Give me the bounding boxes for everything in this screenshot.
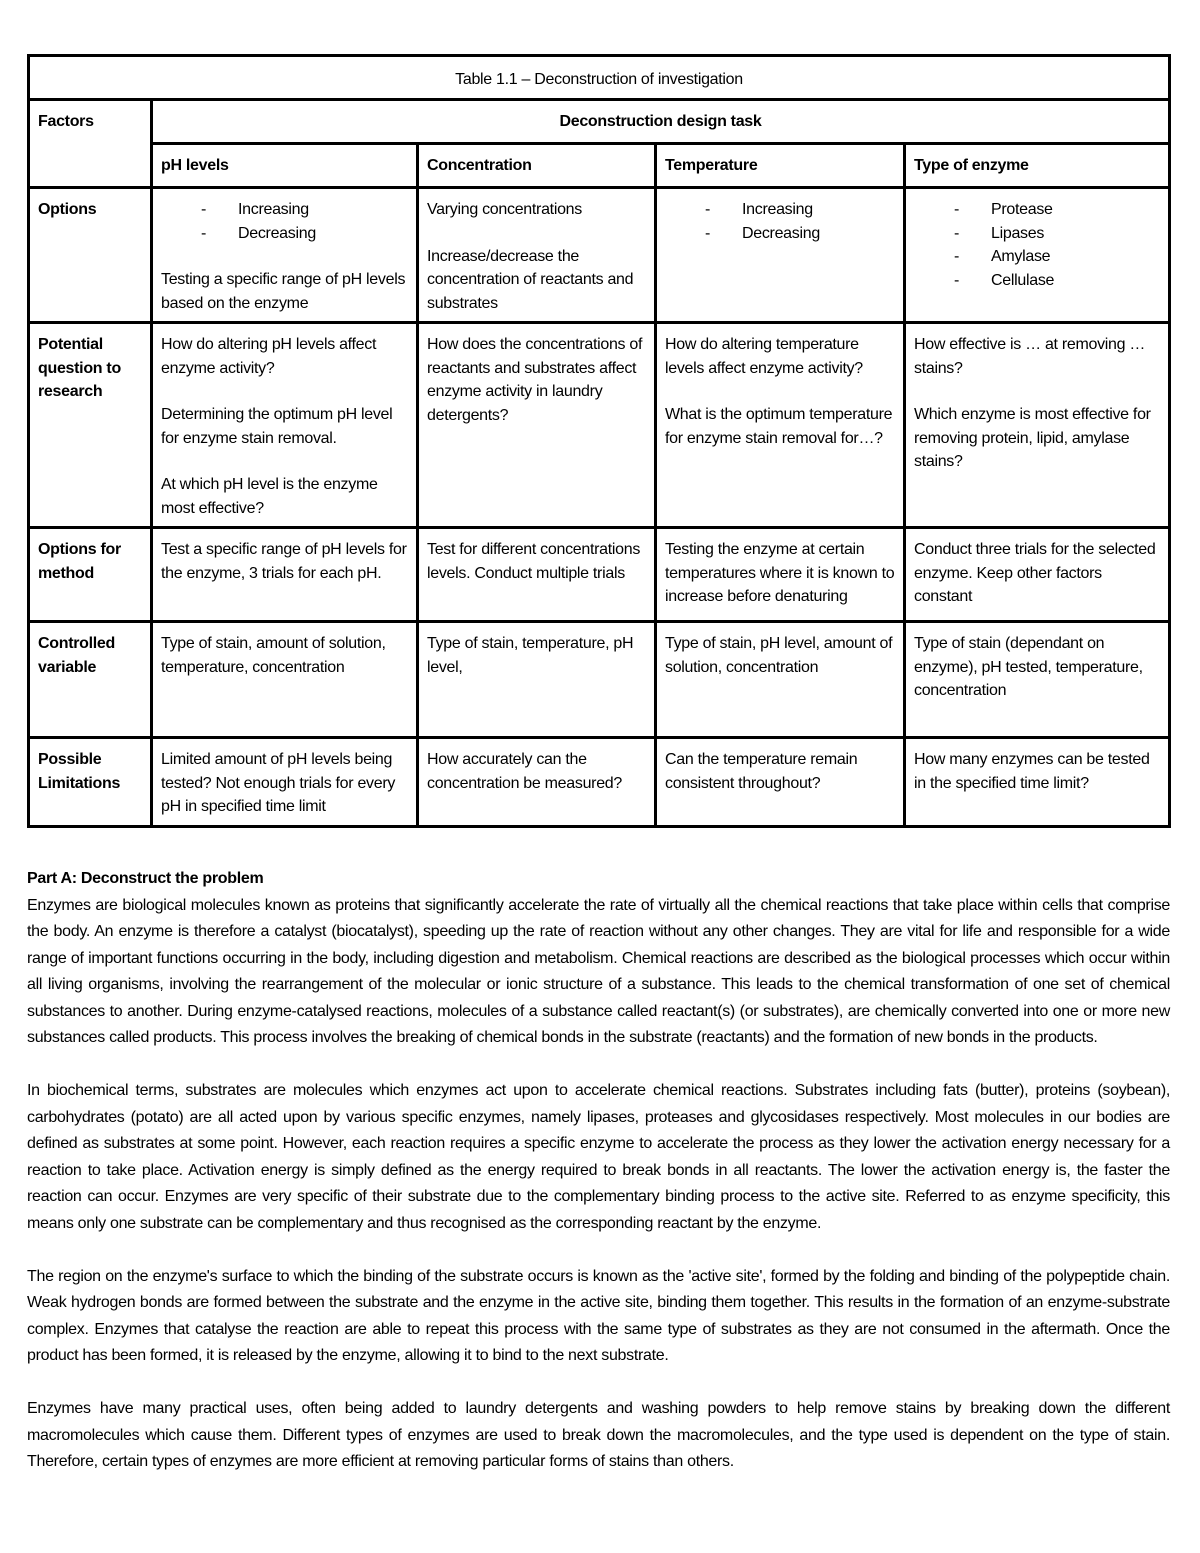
cell-method-temperature: Testing the enzyme at certain temperatures where it is known to increase before denaturing	[656, 528, 905, 622]
list-item: - Increasing	[665, 198, 895, 222]
row-header-question: Potential question to research	[29, 323, 152, 528]
part-a-section	[27, 866, 1170, 1502]
paragraph: Enzymes have many practical uses, often being added to laundry detergents and washing powders to help remove stains by breaking down the different macromolecules which cause them. Different types of enzymes are used to break down the macromolecules, and the type used is dependent on the type of stain. Therefore, certain types of enzymes are more efficient at removing particular forms of stains than others.	[27, 1400, 1170, 1470]
design-task-header: Deconstruction design task	[152, 100, 1170, 144]
cell-text: How do altering pH levels affect enzyme activity?	[161, 336, 377, 377]
cell-text: How effective is … at removing … stains?	[914, 336, 1146, 377]
cell-controlled-concentration: Type of stain, temperature, pH level,	[418, 622, 656, 738]
list-item: - Amylase	[914, 245, 1160, 269]
factors-header: Factors	[29, 100, 152, 188]
paragraph: In biochemical terms, substrates are molecules which enzymes act upon to accelerate chemical reactions. Substrates including fats (butter), proteins (soybean), carbohydrates (potato) are all acted upon by various specific enzymes, namely lipases, proteases and glycosidases respectively. Most molecules in our bodies are defined as substrates at some point. However, each reaction requires a specific enzyme to accelerate the process as they lower the activation energy necessary for a reaction to take place. Activation energy is simply defined as the energy required to break bonds in all reactants. The lower the activation energy is, the faster the reaction can occur. Enzymes are very specific of their substrate due to the complementary binding process to the active site. Referred to as enzyme specificity, this means only one substrate can be complementary and thus recognised as the corresponding reactant by the enzyme.	[27, 1082, 1170, 1232]
column-header-enzyme-type: Type of enzyme	[905, 144, 1170, 188]
cell-text: Increase/decrease the concentration of reactants and substrates	[427, 247, 634, 312]
ph-options-list	[161, 198, 408, 245]
list-item: - Lipases	[914, 222, 1160, 246]
cell-text: Determining the optimum pH level for enzyme stain removal.	[161, 406, 393, 447]
cell-method-enzyme: Conduct three trials for the selected enzyme. Keep other factors constant	[905, 528, 1170, 622]
column-header-ph: pH levels	[152, 144, 418, 188]
paragraph: Enzymes are biological molecules known as proteins that significantly accelerate the rate of virtually all the chemical reactions that take place within cells that comprise the body. An enzyme is therefore a catalyst (biocatalyst), speeding up the rate of reaction without any other changes. They are vital for life and responsible for a wide range of important functions occurring in the body, including digestion and metabolism. Chemical reactions are described as the biological processes which occur within all living organisms, involving the rearrangement of the molecular or ionic structure of a substance. This leads to the chemical transformation of one set of chemical substances to another. During enzyme-catalysed reactions, molecules of a substance called reactant(s) (or substrates), are chemically converted into one or more new substances called products. This process involves the breaking of chemical bonds in the substrate (reactants) and the formation of new bonds in the products.	[27, 896, 1170, 1046]
cell-question-temperature	[656, 323, 905, 528]
deconstruction-table	[27, 54, 1171, 828]
temperature-options-list	[665, 198, 895, 245]
cell-controlled-enzyme: Type of stain (dependant on enzyme), pH tested, temperature, concentration	[905, 622, 1170, 738]
cell-text: What is the optimum temperature for enzyme stain removal for…?	[665, 406, 893, 447]
row-header-method: Options for method	[29, 528, 152, 622]
row-header-options: Options	[29, 188, 152, 323]
paragraph: The region on the enzyme's surface to which the binding of the substrate occurs is known as the 'active site', formed by the folding and binding of the polypeptide chain. Weak hydrogen bonds are formed between the substrate and the enzyme in the active site, binding them together. This results in the formation of an enzyme-substrate complex. Enzymes that catalyse the reaction are able to repeat this process with the same type of substrates as they are not consumed in the aftermath. Once the product has been formed, it is released by the enzyme, allowing it to bind to the next substrate.	[27, 1267, 1170, 1364]
cell-options-ph	[152, 188, 418, 323]
cell-limitations-enzyme: How many enzymes can be tested in the specified time limit?	[905, 738, 1170, 827]
column-header-concentration: Concentration	[418, 144, 656, 188]
enzyme-options-list	[914, 198, 1160, 292]
table-row-controlled	[29, 622, 1170, 738]
table-row-options	[29, 188, 1170, 323]
row-header-limitations: Possible Limitations	[29, 738, 152, 827]
cell-limitations-concentration: How accurately can the concentration be measured?	[418, 738, 656, 827]
cell-question-enzyme	[905, 323, 1170, 528]
column-header-temperature: Temperature	[656, 144, 905, 188]
cell-question-ph	[152, 323, 418, 528]
cell-text: Varying concentrations	[427, 201, 582, 218]
cell-limitations-temperature: Can the temperature remain consistent throughout?	[656, 738, 905, 827]
part-a-heading: Part A: Deconstruct the problem	[27, 870, 264, 887]
cell-text: Which enzyme is most effective for removing protein, lipid, amylase stains?	[914, 406, 1151, 470]
cell-text: Testing a specific range of pH levels based on the enzyme	[161, 271, 406, 312]
cell-controlled-ph: Type of stain, amount of solution, temperature, concentration	[152, 622, 418, 738]
cell-method-ph: Test a specific range of pH levels for the enzyme, 3 trials for each pH.	[152, 528, 418, 622]
cell-options-temperature	[656, 188, 905, 323]
cell-options-concentration	[418, 188, 656, 323]
row-header-controlled: Controlled variable	[29, 622, 152, 738]
list-item: - Increasing	[161, 198, 408, 222]
list-item: - Protease	[914, 198, 1160, 222]
cell-method-concentration: Test for different concentrations levels. Conduct multiple trials	[418, 528, 656, 622]
table-row-question	[29, 323, 1170, 528]
list-item: - Decreasing	[665, 222, 895, 246]
cell-question-concentration	[418, 323, 656, 528]
cell-text: At which pH level is the enzyme most effective?	[161, 476, 378, 517]
cell-text: How does the concentrations of reactants and substrates affect enzyme activity in laundry detergents?	[427, 336, 643, 424]
table-row-method	[29, 528, 1170, 622]
cell-controlled-temperature: Type of stain, pH level, amount of solution, concentration	[656, 622, 905, 738]
cell-options-enzyme	[905, 188, 1170, 323]
cell-text: How do altering temperature levels affect enzyme activity?	[665, 336, 863, 377]
deconstruction-table-wrapper	[27, 54, 1168, 828]
cell-limitations-ph: Limited amount of pH levels being tested? Not enough trials for every pH in specified time limit	[152, 738, 418, 827]
table-caption: Table 1.1 – Deconstruction of investigation	[29, 56, 1170, 100]
list-item: - Cellulase	[914, 269, 1160, 293]
list-item: - Decreasing	[161, 222, 408, 246]
table-row-limitations	[29, 738, 1170, 827]
